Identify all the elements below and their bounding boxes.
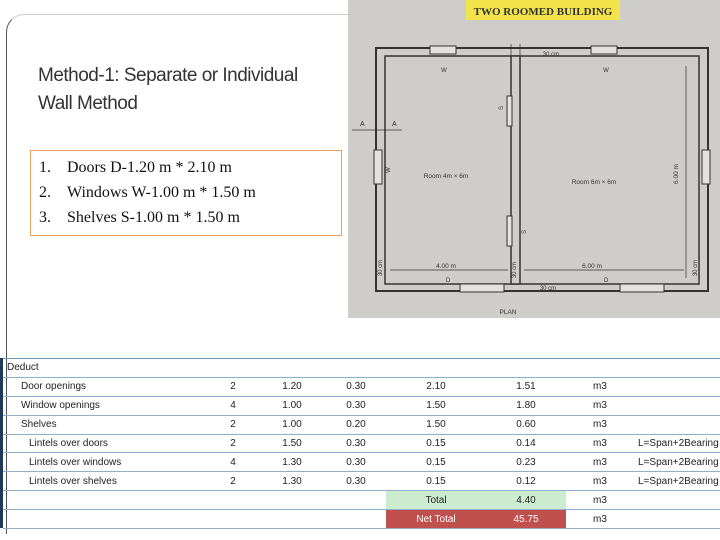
plan-caption: PLAN xyxy=(499,309,517,316)
wall-thickness-label: 30 cm xyxy=(378,259,384,277)
list-number: 3. xyxy=(39,208,51,226)
title-line-2: Wall Method xyxy=(38,93,138,114)
volume: 0.14 xyxy=(486,434,566,453)
remark xyxy=(634,415,720,434)
item-name: Window openings xyxy=(3,396,208,415)
unit: m3 xyxy=(566,472,634,491)
volume: 0.60 xyxy=(486,415,566,434)
outer-wall xyxy=(376,48,708,291)
volume: 1.51 xyxy=(486,377,566,396)
width: 0.30 xyxy=(326,453,386,472)
table-header-row xyxy=(3,359,720,378)
volume: 0.23 xyxy=(486,453,566,472)
list-text: Shelves S-1.00 m * 1.50 m xyxy=(67,208,240,226)
height: 1.50 xyxy=(386,396,486,415)
wall-thickness-label: 30 cm xyxy=(539,286,557,292)
quantity: 2 xyxy=(208,434,258,453)
wall-thickness-label: 30 cm xyxy=(542,52,560,58)
table-row xyxy=(3,434,720,453)
width-dimension: 6.00 m xyxy=(582,263,602,270)
width: 0.30 xyxy=(326,377,386,396)
unit: m3 xyxy=(566,396,634,415)
quantity: 2 xyxy=(208,472,258,491)
width: 0.30 xyxy=(326,396,386,415)
dimension-list xyxy=(30,150,342,236)
height: 2.10 xyxy=(386,377,486,396)
door-symbol xyxy=(460,284,504,292)
list-item xyxy=(39,180,341,205)
unit: m3 xyxy=(566,453,634,472)
table-row xyxy=(3,377,720,396)
plan-title: TWO ROOMED BUILDING xyxy=(473,6,613,18)
section-marker: A xyxy=(360,121,365,128)
title-line-1: Method-1: Separate or Individual xyxy=(38,65,298,86)
page-title xyxy=(38,62,338,118)
net-total-value: 45.75 xyxy=(486,510,566,529)
shelf-label: S xyxy=(499,105,505,111)
quantity: 2 xyxy=(208,377,258,396)
item-name: Lintels over windows xyxy=(3,453,208,472)
building-plan-image xyxy=(348,0,720,318)
height: 0.15 xyxy=(386,434,486,453)
table-row xyxy=(3,415,720,434)
table-row xyxy=(3,453,720,472)
total-value: 4.40 xyxy=(486,491,566,510)
height-dimension: 6.00 m xyxy=(673,164,680,184)
volume: 1.80 xyxy=(486,396,566,415)
wall-thickness-label: 30 cm xyxy=(693,259,699,277)
length: 1.00 xyxy=(258,396,326,415)
width: 0.30 xyxy=(326,434,386,453)
list-number: 2. xyxy=(39,183,51,201)
room-label: Room 4m × 6m xyxy=(423,173,469,180)
unit: m3 xyxy=(566,415,634,434)
unit: m3 xyxy=(566,491,634,510)
remark xyxy=(634,377,720,396)
volume: 0.12 xyxy=(486,472,566,491)
remark: L=Span+2Bearing xyxy=(634,472,720,491)
height: 0.15 xyxy=(386,453,486,472)
inner-wall xyxy=(385,56,699,284)
list-text: Doors D-1.20 m * 2.10 m xyxy=(67,158,232,176)
remark: L=Span+2Bearing xyxy=(634,434,720,453)
unit: m3 xyxy=(566,434,634,453)
unit: m3 xyxy=(566,377,634,396)
door-label: D xyxy=(446,278,451,284)
item-name: Door openings xyxy=(3,377,208,396)
wall-thickness-label: 30 cm xyxy=(512,261,518,279)
room-label: Room 6m × 6m xyxy=(571,179,617,186)
shelf-symbol xyxy=(507,96,512,126)
length: 1.00 xyxy=(258,415,326,434)
quantity: 4 xyxy=(208,396,258,415)
total-label: Total xyxy=(386,491,486,510)
remark xyxy=(634,396,720,415)
item-name: Lintels over shelves xyxy=(3,472,208,491)
window-symbol xyxy=(591,46,617,54)
length: 1.30 xyxy=(258,472,326,491)
height: 0.15 xyxy=(386,472,486,491)
section-marker: A xyxy=(392,121,397,128)
remark: L=Span+2Bearing xyxy=(634,453,720,472)
table-row xyxy=(3,396,720,415)
window-symbol xyxy=(430,46,456,54)
width-dimension: 4.00 m xyxy=(436,263,456,270)
door-symbol xyxy=(620,284,664,292)
quantity: 4 xyxy=(208,453,258,472)
quantity: 2 xyxy=(208,415,258,434)
shelf-symbol xyxy=(507,216,512,246)
item-name: Lintels over doors xyxy=(3,434,208,453)
table-header: Deduct xyxy=(3,359,720,378)
table-row xyxy=(3,472,720,491)
list-item xyxy=(39,155,341,180)
unit: m3 xyxy=(566,510,634,529)
shelf-label: S xyxy=(522,229,528,235)
partition-wall xyxy=(511,56,520,284)
length: 1.30 xyxy=(258,453,326,472)
net-total-row xyxy=(3,510,720,529)
door-label: D xyxy=(604,278,609,284)
width: 0.30 xyxy=(326,472,386,491)
item-name: Shelves xyxy=(3,415,208,434)
height: 1.50 xyxy=(386,415,486,434)
list-item xyxy=(39,205,341,230)
length: 1.20 xyxy=(258,377,326,396)
window-symbol xyxy=(702,150,710,184)
width: 0.20 xyxy=(326,415,386,434)
net-total-label: Net Total xyxy=(386,510,486,529)
window-symbol xyxy=(374,150,382,184)
window-label: W xyxy=(441,68,447,74)
list-number: 1. xyxy=(39,158,51,176)
list-text: Windows W-1.00 m * 1.50 m xyxy=(67,183,256,201)
window-label: W xyxy=(603,68,609,74)
window-label: W xyxy=(386,167,392,173)
deduction-table xyxy=(0,358,720,528)
length: 1.50 xyxy=(258,434,326,453)
total-row xyxy=(3,491,720,510)
